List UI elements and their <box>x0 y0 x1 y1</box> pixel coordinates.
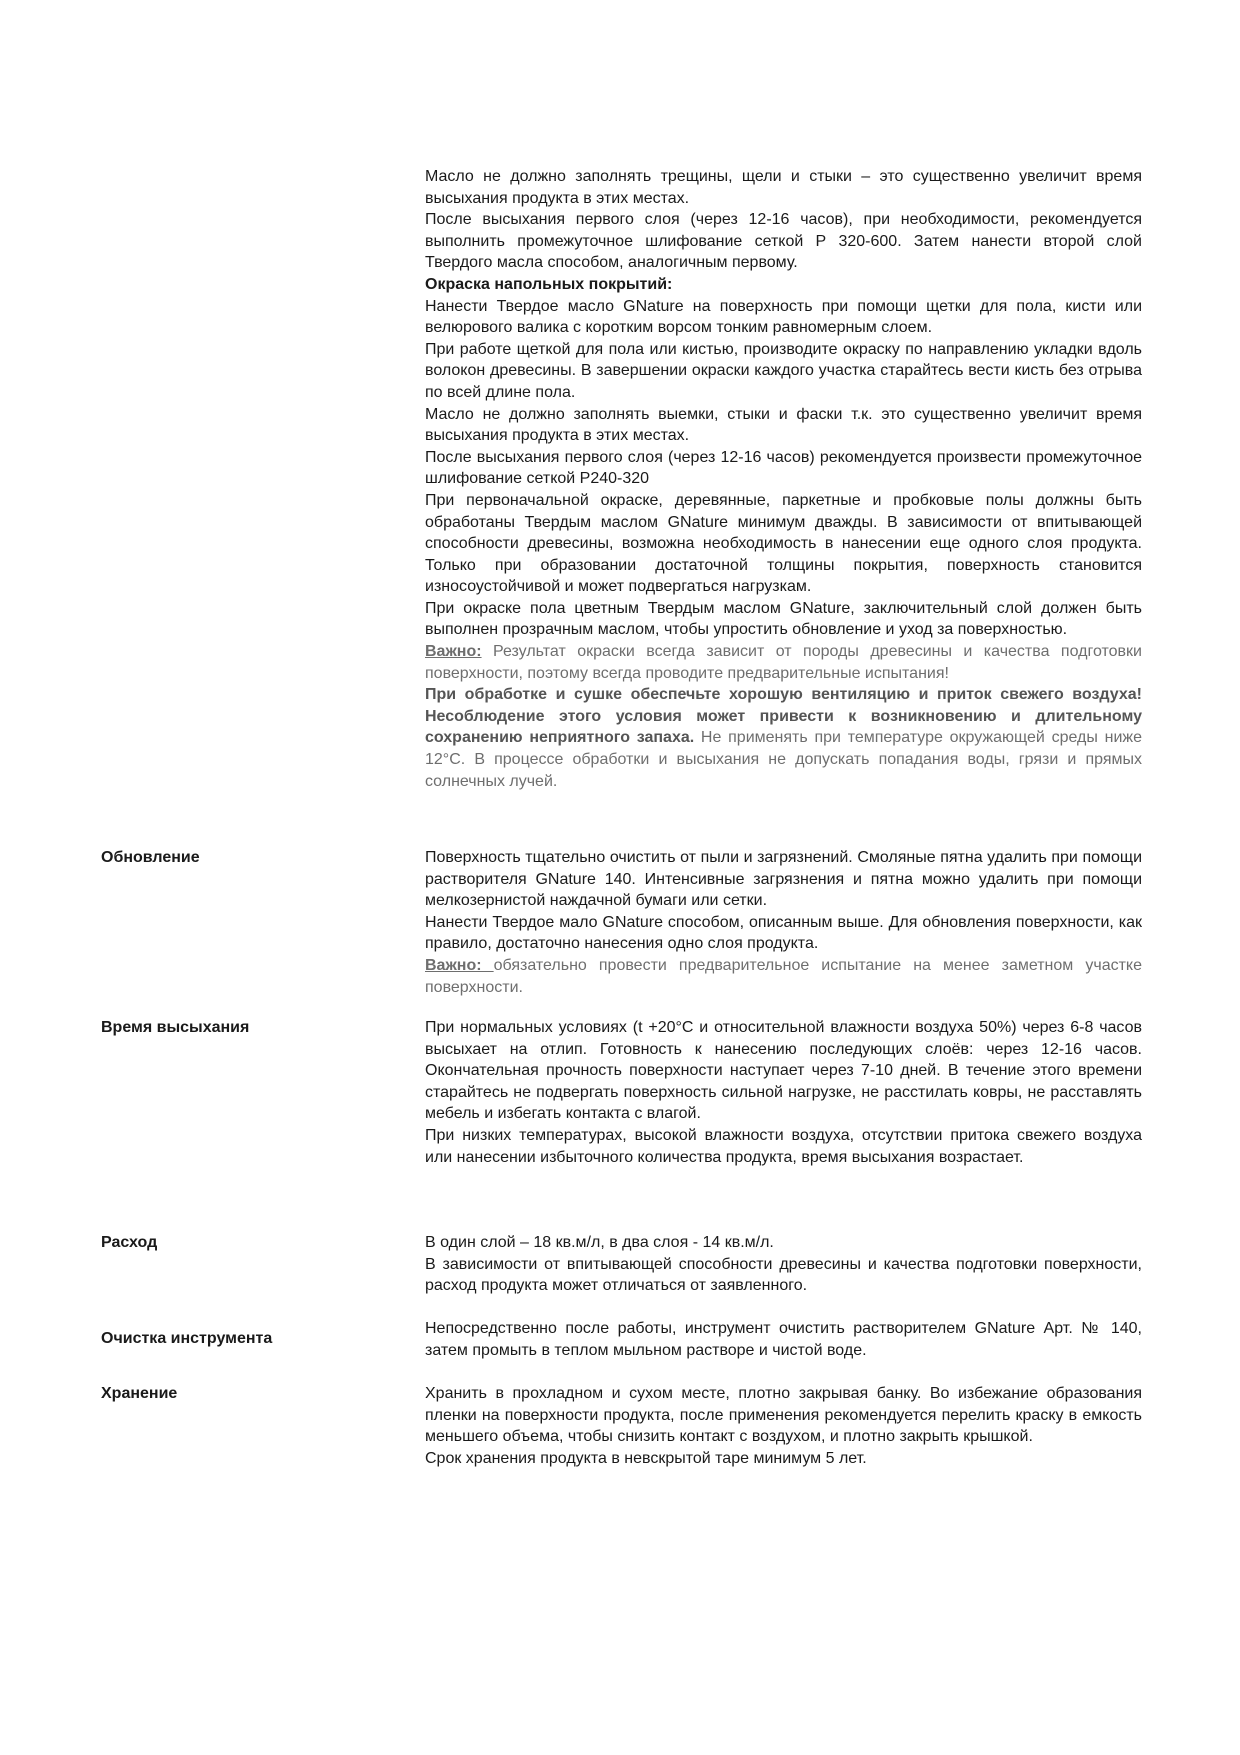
important-text: обязательно провести предварительное испытание на менее заметном участке поверхности. <box>425 956 1142 996</box>
paragraph: Нанести Твердое мало GNature способом, описанным выше. Для обновления поверхности, как правило, достаточно нанесения одно слоя продукта. <box>425 913 1142 953</box>
warning-text: Не применять при температуре окружающей среды ниже 12°C. В процессе обработки и высыхания не допускать попадания воды, грязи и прямых солнечных лучей. <box>425 729 1143 790</box>
important-text: Результат окраски всегда зависит от породы древесины и качества подготовки поверхности, поэтому всегда проводите предварительные испытания! <box>425 643 1142 682</box>
drying-section <box>425 1017 1142 1168</box>
section-label-cleaning: Очистка инструмента <box>101 1330 273 1347</box>
important-label: Важно: <box>425 643 482 661</box>
storage-section <box>425 1383 1142 1469</box>
section-label-consumption: Расход <box>101 1234 158 1251</box>
important-label: Важно: <box>425 956 494 974</box>
paragraph: Срок хранения продукта в невскрытой таре минимум 5 лет. <box>425 1449 867 1467</box>
paragraph: Нанести Твердое масло GNature на поверхность при помощи щетки для пола, кисти или велюрового валика с коротким ворсом тонким равномерным слоем. <box>425 297 1142 337</box>
section-label-renewal: Обновление <box>101 849 200 866</box>
paragraph: Масло не должно заполнять трещины, щели и стыки – это существенно увеличит время высыхания продукта в этих местах. <box>425 168 1142 207</box>
important-note <box>425 955 1142 998</box>
paragraph: При работе щеткой для пола или кистью, производите окраску по направлению укладки вдоль волокон древесины. В завершении окраски каждого участка старайтесь вести кисть без отрыва по всей длине пола. <box>425 340 1142 401</box>
cleaning-section <box>425 1318 1142 1361</box>
paragraph: При первоначальной окраске, деревянные, паркетные и пробковые полы должны быть обработаны Твердым маслом GNature минимум дважды. В зависимости от впитывающей способности древесины, возможна необходимость в нанесении еще одного слоя продукта. Только при образовании достаточной толщины покрытия, поверхность становится износоустойчивой и может подвергаться нагрузкам. <box>425 491 1142 596</box>
consumption-section <box>425 1232 1142 1297</box>
renewal-section <box>425 847 1142 998</box>
paragraph: После высыхания первого слоя (через 12-16 часов), при необходимости, рекомендуется выполнить промежуточное шлифование сеткой Р 320-600. Затем нанести второй слой Твердого масла способом, аналогичным первому. <box>425 211 1142 272</box>
section-label-storage: Хранение <box>101 1385 178 1402</box>
paragraph: После высыхания первого слоя (через 12-16 часов) рекомендуется произвести промежуточное шлифование сеткой Р240-320 <box>425 448 1142 488</box>
warning-note <box>425 684 1142 792</box>
paragraph: При окраске пола цветным Твердым маслом GNature, заключительный слой должен быть выполнен прозрачным маслом, чтобы упростить обновление и уход за поверхностью. <box>425 599 1142 639</box>
paragraph: Поверхность тщательно очистить от пыли и загрязнений. Смоляные пятна удалить при помощи растворителя GNature 140. Интенсивные загрязнения и пятна можно удалить при помощи мелкозернистой наждачной бумаги или сетки. <box>425 849 1142 910</box>
paragraph: В один слой – 18 кв.м/л, в два слоя - 14 кв.м/л. <box>425 1234 774 1251</box>
paragraph: Хранить в прохладном и сухом месте, плотно закрывая банку. Во избежание образования пленки на поверхности продукта, после применения рекомендуется перелить краску в емкость меньшего объема, чтобы снизить контакт с воздухом, и плотно закрыть крышкой. <box>425 1385 1142 1446</box>
paragraph: Непосредственно после работы, инструмент очистить растворителем GNature Арт. № 140, затем промыть в теплом мыльном растворе и чистой воде. <box>425 1320 1142 1359</box>
important-note <box>425 641 1142 684</box>
paragraph: При нормальных условиях (t +20°C и относительной влажности воздуха 50%) через 6-8 часов высыхает на отлип. Готовность к нанесению последующих слоёв: через 12-16 часов. Окончательная прочность поверхности наступает через 7-10 дней. В течение этого времени старайтесь не подвергать поверхность сильной нагрузке, не расстилать ковры, не расставлять мебель и избегать контакта с влагой. <box>425 1019 1142 1123</box>
paragraph: При низких температурах, высокой влажности воздуха, отсутствии притока свежего воздуха или нанесении избыточного количества продукта, время высыхания возрастает. <box>425 1126 1142 1166</box>
section-label-drying: Время высыхания <box>101 1019 250 1036</box>
application-section <box>425 166 1142 792</box>
floor-heading: Окраска напольных покрытий: <box>425 275 673 293</box>
paragraph: Масло не должно заполнять выемки, стыки и фаски т.к. это существенно увеличит время высыхания продукта в этих местах. <box>425 405 1142 445</box>
paragraph: В зависимости от впитывающей способности древесины и качества подготовки поверхности, расход продукта может отличаться от заявленного. <box>425 1255 1142 1295</box>
warning-bold: При обработке и сушке обеспечьте хорошую вентиляцию и приток свежего воздуха! Несоблюдение этого условия может привести к возникновению и длительному сохранению неприятного запаха. <box>425 686 1142 747</box>
